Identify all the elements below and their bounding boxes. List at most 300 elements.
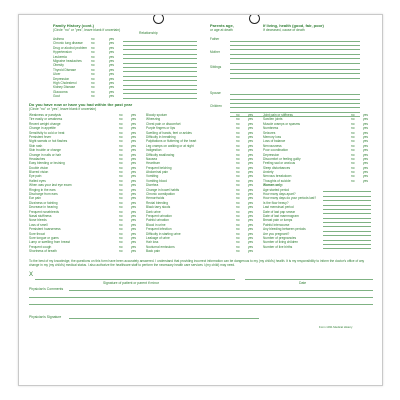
symptom-yes-option[interactable]: yes [363,130,368,135]
symptom-label: Double vision [29,165,49,170]
physician-signature-label: Physician's Signature [29,315,62,319]
symptom-label: Back pain [146,249,160,254]
symptom-label: Chest pain or discomfort [146,121,181,126]
symptom-yes-option[interactable]: yes [131,161,136,166]
symptom-yes-option[interactable]: yes [248,178,253,183]
symptom-label: Sore tongue or gums [29,235,59,240]
symptom-no-option[interactable]: no [351,178,355,183]
family-history-label: Chronic lung disease [53,41,83,46]
symptom-no-option[interactable]: no [351,126,355,131]
symptom-label: Thoughts of suicide [263,178,291,183]
symptom-no-option[interactable]: no [236,213,240,218]
symptom-no-option[interactable]: no [236,121,240,126]
physician-comments-label: Physician's Comments [29,287,64,291]
family-history-label: Ulcer [53,72,61,77]
symptom-no-option[interactable]: no [351,156,355,161]
symptom-yes-option[interactable]: yes [363,117,368,122]
symptom-no-option[interactable]: no [119,187,123,192]
punch-hole-right [249,14,260,24]
symptom-label: Vomiting [146,174,159,179]
symptom-yes-option[interactable]: yes [363,174,368,179]
family-history-yes-option[interactable]: yes [109,45,114,50]
symptom-yes-option[interactable]: yes [248,156,253,161]
symptom-no-option[interactable]: no [119,213,123,218]
symptom-label: Sore throat [29,231,45,236]
symptom-label: Chronic constipation [146,192,175,197]
women-item-label: Date of last mammogram [263,214,299,218]
symptom-no-option[interactable]: no [351,152,355,157]
symptom-yes-option[interactable]: yes [363,148,368,153]
symptom-label: Difficulty in starting urine [146,231,181,236]
symptom-label: Blurred vision [29,170,49,175]
symptom-label: Indigestion [146,148,162,153]
symptom-label: Loss of smell [29,222,48,227]
symptom-no-option[interactable]: no [236,134,240,139]
symptom-yes-option[interactable]: yes [131,213,136,218]
symptom-no-option[interactable]: no [236,156,240,161]
family-history-yes-option[interactable]: yes [109,89,114,94]
symptom-no-option[interactable]: no [119,152,123,157]
symptom-yes-option[interactable]: yes [248,235,253,240]
symptom-no-option[interactable]: no [119,240,123,245]
symptom-label: Black tarry stools [146,205,171,210]
family-history-no-option[interactable]: no [91,89,95,94]
family-history-no-option[interactable]: no [91,63,95,68]
symptom-no-option[interactable]: no [236,183,240,188]
symptom-yes-option[interactable]: yes [131,240,136,245]
family-history-no-option[interactable]: no [91,85,95,90]
consent-statement: To the best of my knowledge, the questions on this form have been accurately answered. I understand that providing incorrect information can be dangerous to my (my child's) health. It is my responsibility to inform the doctor's office of any change in my (my child's) medical status. I also authorize the healthcare staff to perform the necessary health care services I (my child) may need. [29,259,365,268]
women-item-label: Number of pregnancies [263,235,297,240]
symptom-yes-option[interactable]: yes [248,174,253,179]
symptom-label: Lump or swelling from breast [29,240,70,245]
symptom-yes-option[interactable]: yes [248,222,253,227]
symptom-yes-option[interactable]: yes [363,165,368,170]
symptom-yes-option[interactable]: yes [131,235,136,240]
symptom-no-option[interactable]: no [236,192,240,197]
family-history-no-option[interactable]: no [91,94,95,99]
symptom-label: Change in nails or hair [29,152,61,157]
symptom-yes-option[interactable]: yes [131,139,136,144]
symptom-label: Eye pain [29,174,42,179]
symptom-label: Bloody sputum [146,113,168,117]
comments-line-2[interactable] [29,297,373,298]
symptom-yes-option[interactable]: yes [248,121,253,126]
symptom-yes-option[interactable]: yes [131,156,136,161]
comments-line-3[interactable] [29,304,373,305]
signature-x-mark: X [29,272,34,278]
family-history-no-option[interactable]: no [91,37,95,41]
symptom-label: Leg cramps on walking or at night [146,143,194,148]
date-label: Date [299,281,307,285]
symptom-yes-option[interactable]: yes [363,156,368,161]
health-header [263,23,324,32]
symptom-no-option[interactable]: no [236,235,240,240]
symptom-no-option[interactable]: no [351,113,355,117]
symptom-yes-option[interactable]: yes [248,196,253,201]
family-history-label: Depression [53,76,70,81]
family-history-yes-option[interactable]: yes [109,94,114,99]
symptom-label: Recent weight change [29,121,61,126]
symptom-yes-option[interactable]: yes [248,165,253,170]
symptom-label: Ear pain [29,196,41,201]
family-history-no-option[interactable]: no [91,80,95,85]
parent-relation-label: Children [210,103,222,108]
symptom-label: Abdominal pain [146,170,168,175]
family-history-row [53,94,198,98]
symptom-no-option[interactable]: no [119,218,123,223]
family-history-yes-option[interactable]: yes [109,37,114,41]
symptom-yes-option[interactable]: yes [363,161,368,166]
symptom-yes-option[interactable]: yes [363,152,368,157]
symptom-row [146,249,258,253]
symptom-no-option[interactable]: no [119,126,123,131]
symptom-no-option[interactable]: no [119,209,123,214]
family-history-no-option[interactable]: no [91,50,95,55]
family-history-yes-option[interactable]: yes [109,67,114,72]
symptom-no-option[interactable]: no [119,165,123,170]
symptom-yes-option[interactable]: yes [248,126,253,131]
symptom-no-option[interactable]: no [119,143,123,148]
symptom-row [29,249,141,253]
women-item-label: Date of last pap smear [263,209,296,214]
symptom-yes-option[interactable]: yes [248,170,253,175]
symptom-yes-option[interactable]: yes [131,192,136,197]
symptom-yes-option[interactable]: yes [363,121,368,126]
family-history-yes-option[interactable]: yes [109,63,114,68]
health-subtitle: If deceased, cause of death [263,28,305,32]
symptom-yes-option[interactable]: yes [248,213,253,218]
symptom-no-option[interactable]: no [119,222,123,227]
symptom-no-option[interactable]: no [119,156,123,161]
symptom-label: Discomfort or feeling guilty [263,156,301,161]
signature-label: Signature of patient or parent if minor [103,281,159,285]
women-item-label: How many days apart? [263,192,296,197]
parent-extra-line-row [210,74,360,78]
family-history-label: Gout [53,94,60,99]
symptom-no-option[interactable]: no [119,244,123,249]
family-history-yes-option[interactable]: yes [109,54,114,59]
symptom-no-option[interactable]: no [236,113,240,117]
women-item-label: Painful intercourse [263,222,290,227]
symptom-yes-option[interactable]: yes [363,139,368,144]
symptom-yes-option[interactable]: yes [248,143,253,148]
symptom-label: Memory loss [263,134,282,139]
symptom-yes-option[interactable]: yes [248,113,253,117]
women-item-label: Age started period [263,187,290,192]
symptom-yes-option[interactable]: yes [248,183,253,188]
family-history-yes-option[interactable]: yes [109,41,114,46]
symptom-no-option[interactable]: no [119,178,123,183]
women-item-label: Breast pain or lumps [263,218,293,223]
parent-relation-label: Siblings [210,65,222,70]
symptom-no-option[interactable]: no [119,121,123,126]
symptom-label: Numbness [263,126,279,131]
symptom-label: Halted eyes [29,178,46,183]
symptom-no-option[interactable]: no [351,165,355,170]
family-history-no-option[interactable]: no [91,67,95,72]
family-history-list [53,37,198,98]
symptom-no-option[interactable]: no [236,170,240,175]
family-history-label: Asthma [53,37,64,41]
symptom-label: Hair loss [146,240,159,245]
symptom-label: Palpitations or fluttering of the heart [146,139,197,144]
symptom-no-option[interactable]: no [119,113,123,117]
symptom-label: Difficulty swallowing [146,152,175,157]
symptom-label: Anxiety [263,170,274,175]
family-history-label: Thyroid Disease [53,67,77,72]
symptom-no-option[interactable]: no [119,196,123,201]
symptom-no-option[interactable]: no [351,174,355,179]
punch-hole-left [153,14,164,24]
women-only-list [263,188,373,249]
symptom-no-option[interactable]: no [236,218,240,223]
family-history-yes-option[interactable]: yes [109,85,114,90]
symptom-yes-option[interactable]: yes [131,165,136,170]
symptom-yes-option[interactable]: yes [363,143,368,148]
family-history-yes-option[interactable]: yes [109,58,114,63]
relationship-label: Relationship [139,31,158,35]
symptom-yes-option[interactable]: yes [131,209,136,214]
symptom-label: Dizziness or fainting [29,200,58,205]
symptom-label: Shortness of breath [29,249,57,254]
symptom-yes-option[interactable]: yes [131,148,136,153]
symptom-label: Nervousness [263,143,282,148]
symptom-no-option[interactable]: no [119,170,123,175]
symptoms-column-3-general [263,113,373,183]
symptom-label: Frequent infection [146,227,172,232]
women-item-label: Last menstrual period [263,205,294,210]
symptom-no-option[interactable]: no [351,139,355,144]
symptom-no-option[interactable]: no [236,117,240,122]
symptom-yes-option[interactable]: yes [248,244,253,249]
family-history-label: Leukemia [53,54,67,59]
symptom-yes-option[interactable]: yes [248,139,253,144]
family-history-label: High Cholesterol [53,80,77,85]
parent-extra-answer-line[interactable] [230,78,360,79]
symptom-no-option[interactable]: no [119,235,123,240]
parents-age-title: Parents age, [210,23,234,28]
medical-history-form [18,14,383,386]
symptom-no-option[interactable]: no [119,161,123,166]
symptom-yes-option[interactable]: yes [131,196,136,201]
symptom-yes-option[interactable]: yes [131,231,136,236]
symptom-label: Loss of balance [263,139,286,144]
symptoms-column-2 [146,113,258,254]
health-title: If living, health (good, fair, poor) [263,23,324,28]
symptom-yes-option[interactable]: yes [248,200,253,205]
symptom-yes-option[interactable]: yes [248,117,253,122]
symptom-no-option[interactable]: no [236,152,240,157]
parents-age-subtitle: or age at death [210,28,233,32]
symptom-no-option[interactable]: no [119,231,123,236]
symptom-no-option[interactable]: no [119,183,123,188]
family-history-no-option[interactable]: no [91,72,95,77]
symptom-no-option[interactable]: no [119,192,123,197]
symptom-yes-option[interactable]: yes [248,187,253,192]
signature-line[interactable] [35,279,235,280]
symptom-no-option[interactable]: no [351,130,355,135]
family-history-label: Drug or alcohol problem [53,45,88,50]
women-item-label: Number of live births [263,244,293,249]
symptom-no-option[interactable]: no [236,196,240,201]
symptom-yes-option[interactable]: yes [131,200,136,205]
symptom-yes-option[interactable]: yes [131,143,136,148]
symptom-label: Frequent belching [146,165,172,170]
symptom-label: Skin rash [29,143,43,148]
symptom-yes-option[interactable]: yes [131,218,136,223]
symptom-yes-option[interactable]: yes [248,240,253,245]
symptom-yes-option[interactable]: yes [131,152,136,157]
women-item-label: Any bleeding between periods [263,227,306,232]
symptom-no-option[interactable]: no [119,134,123,139]
symptom-yes-option[interactable]: yes [248,227,253,232]
women-item-label: Are you pregnant? [263,231,290,236]
women-item-answer-line[interactable] [323,248,371,249]
symptom-no-option[interactable]: no [236,209,240,214]
symptom-yes-option[interactable]: yes [248,148,253,153]
symptom-yes-option[interactable]: yes [363,113,368,117]
family-history-no-option[interactable]: no [91,58,95,63]
symptom-yes-option[interactable]: yes [131,134,136,139]
parent-relation-label: Spouse [210,90,221,95]
symptom-no-option[interactable]: no [236,148,240,153]
family-history-no-option[interactable]: no [91,54,95,59]
family-history-label: Hypertension [53,50,72,55]
symptom-label: Sleep disturbances [263,165,291,170]
symptom-no-option[interactable]: no [236,227,240,232]
symptom-no-option[interactable]: no [119,139,123,144]
symptom-label: Painful urination [146,218,169,223]
symptom-yes-option[interactable]: yes [131,178,136,183]
parent-extra-line-row [210,59,360,63]
symptom-no-option[interactable]: no [119,117,123,122]
symptom-yes-option[interactable]: yes [131,170,136,175]
symptom-no-option[interactable]: no [236,240,240,245]
symptom-yes-option[interactable]: yes [131,126,136,131]
symptom-label: Frequent cough [29,244,52,249]
symptom-no-option[interactable]: no [351,148,355,153]
family-history-yes-option[interactable]: yes [109,76,114,81]
family-history-yes-option[interactable]: yes [109,80,114,85]
parent-relation-label: Mother [210,50,220,55]
symptom-no-option[interactable]: no [119,205,123,210]
symptom-no-option[interactable]: no [236,143,240,148]
symptom-no-option[interactable]: no [236,165,240,170]
symptom-no-option[interactable]: no [119,174,123,179]
symptom-no-option[interactable]: no [236,126,240,131]
symptom-no-option[interactable]: no [236,161,240,166]
symptom-yes-option[interactable]: yes [248,218,253,223]
symptom-no-option[interactable]: no [236,139,240,144]
symptom-no-option[interactable]: no [236,178,240,183]
symptom-no-option[interactable]: no [351,161,355,166]
date-line[interactable] [245,279,373,280]
symptom-yes-option[interactable]: yes [131,205,136,210]
symptom-no-option[interactable]: no [236,222,240,227]
symptom-yes-option[interactable]: yes [248,130,253,135]
family-history-no-option[interactable]: no [91,76,95,81]
symptom-yes-option[interactable]: yes [248,209,253,214]
symptom-no-option[interactable]: no [119,227,123,232]
symptom-no-option[interactable]: no [119,148,123,153]
symptom-label: Depression [263,152,280,157]
family-history-no-option[interactable]: no [91,41,95,46]
symptom-yes-option[interactable]: yes [248,134,253,139]
family-history-no-option[interactable]: no [91,45,95,50]
symptom-label: Poor coordination [263,148,288,153]
symptom-yes-option[interactable]: yes [363,170,368,175]
family-history-yes-option[interactable]: yes [109,50,114,55]
comments-line-1[interactable] [69,290,373,291]
symptom-yes-option[interactable]: yes [131,187,136,192]
symptom-no-option[interactable]: no [236,249,240,254]
physician-signature-line[interactable] [69,318,259,319]
symptom-no-option[interactable]: no [236,174,240,179]
symptom-yes-option[interactable]: yes [248,249,253,254]
symptom-yes-option[interactable]: yes [131,113,136,117]
symptom-label: Persistent fever [29,134,52,139]
symptom-no-option[interactable]: no [236,205,240,210]
symptom-no-option[interactable]: no [119,200,123,205]
symptom-yes-option[interactable]: yes [363,134,368,139]
symptom-yes-option[interactable]: yes [248,161,253,166]
symptom-no-option[interactable]: no [236,231,240,236]
symptom-no-option[interactable]: no [351,143,355,148]
women-item-label: How many days do your periods last? [263,196,317,201]
symptom-no-option[interactable]: no [119,130,123,135]
symptom-yes-option[interactable]: yes [131,174,136,179]
symptom-no-option[interactable]: no [119,249,123,254]
symptom-label: Frequent nosebleeds [29,209,59,214]
symptom-label: Wheezing [146,117,161,122]
symptom-label: Difficulty in breathing [146,134,176,139]
symptom-yes-option[interactable]: yes [248,231,253,236]
symptom-label: Nausea [146,156,157,161]
symptom-no-option[interactable]: no [236,187,240,192]
form-code: Form 1031 Medical History [319,325,353,329]
symptom-no-option[interactable]: no [351,121,355,126]
symptom-yes-option[interactable]: yes [131,249,136,254]
symptom-yes-option[interactable]: yes [363,178,368,183]
family-history-answer-line[interactable] [123,98,197,99]
symptom-no-option[interactable]: no [236,130,240,135]
symptom-yes-option[interactable]: yes [131,117,136,122]
symptom-yes-option[interactable]: yes [131,222,136,227]
symptom-label: Sensitivity to cold or heat [29,130,65,135]
symptom-yes-option[interactable]: yes [131,183,136,188]
symptom-yes-option[interactable]: yes [248,152,253,157]
symptom-label: Rectal bleeding [146,200,168,205]
symptom-yes-option[interactable]: yes [363,126,368,131]
symptom-no-option[interactable]: no [236,200,240,205]
symptom-no-option[interactable]: no [236,244,240,249]
family-history-label: Obesity [53,63,64,68]
symptom-yes-option[interactable]: yes [131,121,136,126]
symptom-yes-option[interactable]: yes [131,227,136,232]
symptom-no-option[interactable]: no [351,170,355,175]
symptom-yes-option[interactable]: yes [248,192,253,197]
symptom-no-option[interactable]: no [351,117,355,122]
symptom-no-option[interactable]: no [351,134,355,139]
symptom-yes-option[interactable]: yes [131,244,136,249]
family-history-title: Family History (cont.) [53,23,94,28]
parent-extra-answer-line[interactable] [230,63,360,64]
symptom-yes-option[interactable]: yes [131,130,136,135]
family-history-yes-option[interactable]: yes [109,72,114,77]
symptom-yes-option[interactable]: yes [248,205,253,210]
family-history-header [53,23,120,32]
